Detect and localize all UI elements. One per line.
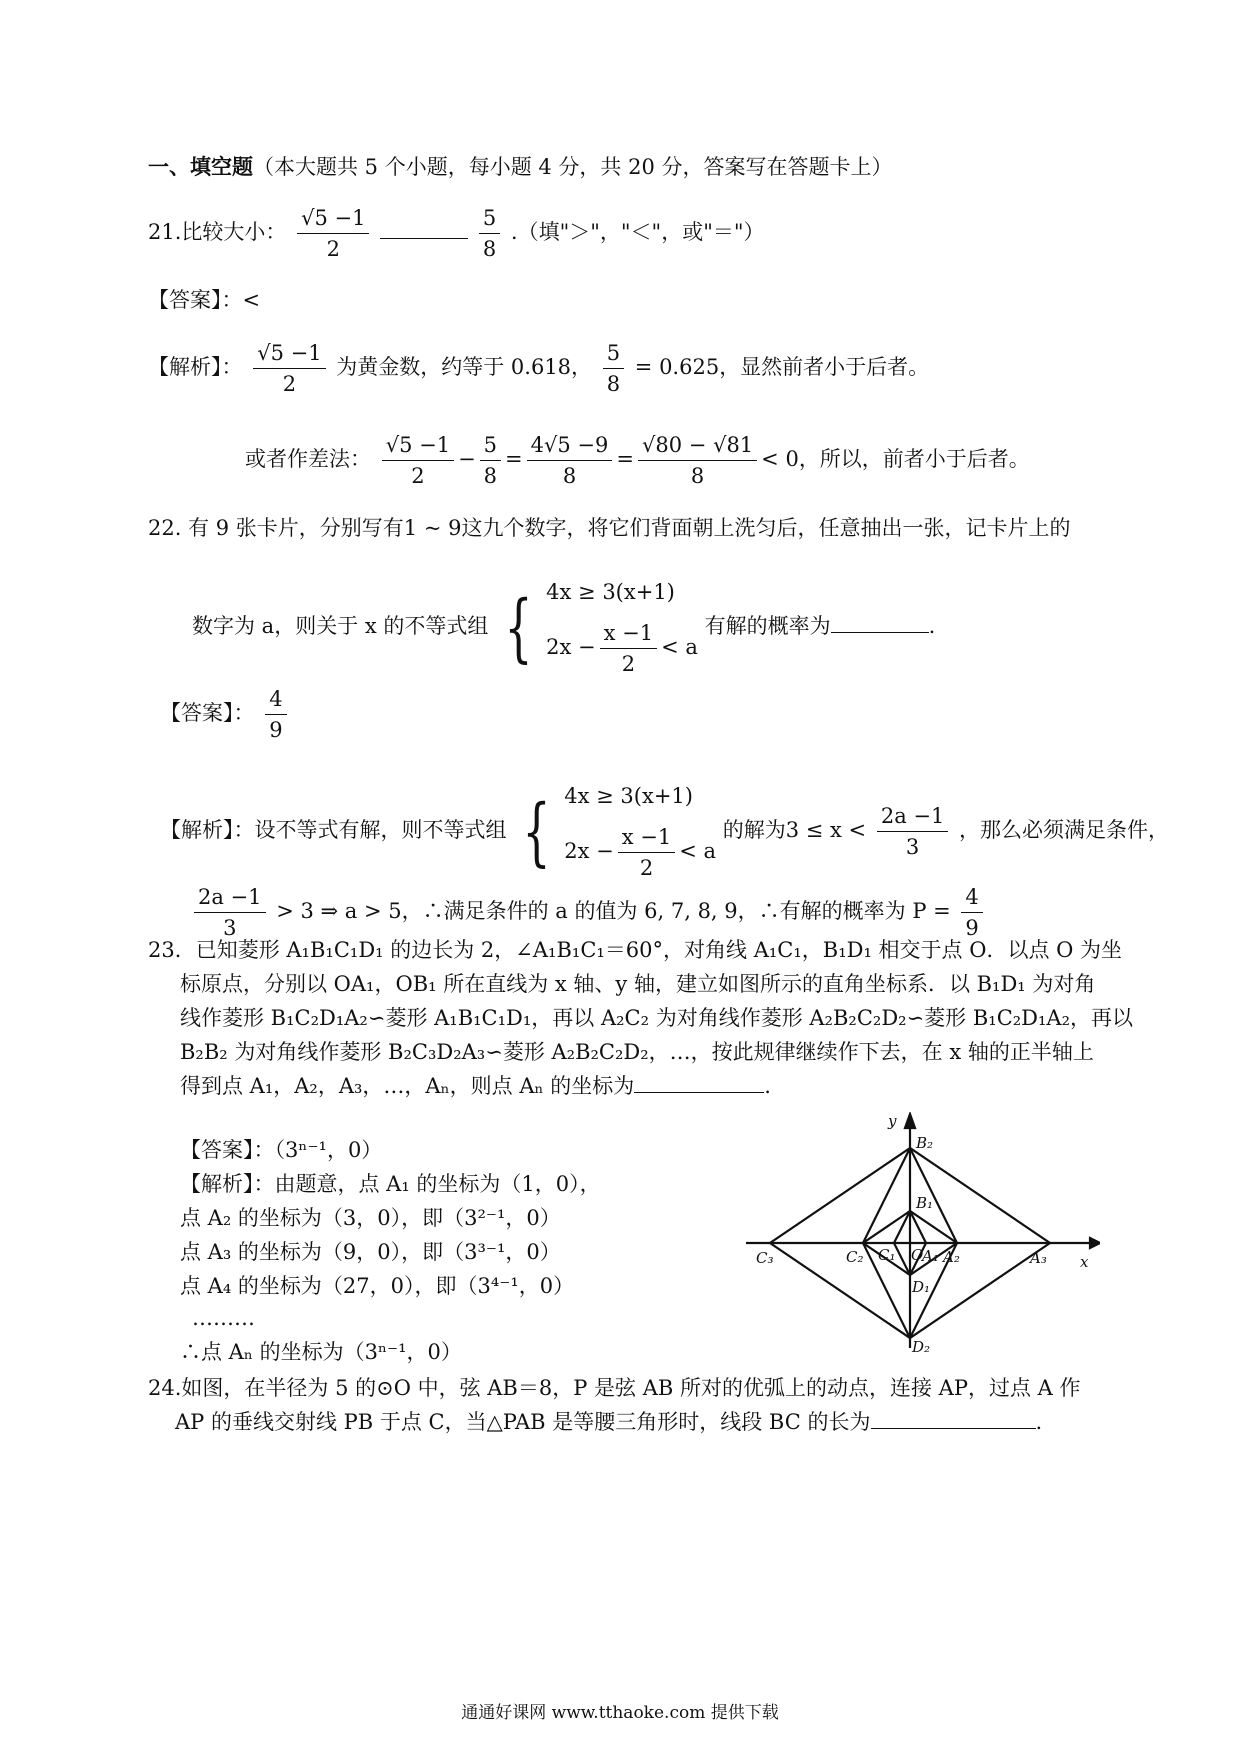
label-C3: C₃ bbox=[756, 1249, 774, 1267]
label-C2: C₂ bbox=[846, 1248, 864, 1266]
q22-line1: 22. 有 9 张卡片，分别写有1 ~ 9这九个数字，将它们背面朝上洗匀后，任意抽出一张，记卡片上的 bbox=[148, 516, 1071, 540]
y-axis-arrow bbox=[905, 1114, 915, 1128]
label-x: x bbox=[1080, 1253, 1089, 1271]
q23-analysis-2: 点 A₂ 的坐标为（3，0），即（3²⁻¹，0） bbox=[180, 1206, 561, 1230]
q23-analysis-4: 点 A₄ 的坐标为（27，0），即（3⁴⁻¹，0） bbox=[180, 1274, 575, 1298]
label-y: y bbox=[888, 1112, 897, 1130]
q23-conclusion: ∴点 Aₙ 的坐标为（3ⁿ⁻¹，0） bbox=[180, 1340, 462, 1364]
q24-answer-blank bbox=[871, 1428, 1036, 1429]
page-footer: 通通好课网 www.tthaoke.com 提供下载 bbox=[461, 1703, 779, 1723]
q21-frac-a: $\frac{√5 -1}{2}$ bbox=[297, 205, 369, 262]
label-O: O bbox=[911, 1246, 924, 1264]
q23-line4: B₂B₂ 为对角线作菱形 B₂C₃D₂A₃∽菱形 A₂B₂C₂D₂，…，按此规律继续作下去，在 x 轴的正半轴上 bbox=[180, 1040, 1094, 1064]
q21-difference-method: 或者作差法： $\frac{√5 -1}{2}$ − $\frac{5}{8}$ = $\frac{4√5 -9}{8}$ = $\frac{√80 - √81}{8}$ < 0，所以，前者小于后者。 bbox=[245, 433, 1030, 488]
q23-analysis-dots: ……… bbox=[192, 1306, 255, 1330]
label-B2: B₂ bbox=[916, 1134, 934, 1152]
q22-line2: 数字为 a，则关于 x 的不等式组 { 4x ≥ 3(x+1) 2x − $\frac{x -1}{2}$ < a 有解的概率为 . bbox=[192, 580, 936, 676]
rhombus-diagram bbox=[740, 1112, 1100, 1352]
q24-line1: 24.如图，在半径为 5 的⊙O 中，弦 AB＝8，P 是弦 AB 所对的优弧上的动点，连接 AP，过点 A 作 bbox=[148, 1376, 1081, 1400]
q22-condition: $\frac{2a -1}{3}$ > 3 ⇒ a > 5，∴满足条件的 a 的值为 6, 7, 8, 9，∴有解的概率为 P = $\frac{4}{9}$ bbox=[190, 884, 987, 941]
label-D2: D₂ bbox=[912, 1338, 931, 1352]
q21-answer-blank bbox=[380, 238, 468, 239]
q21-analysis: 【解析】： $\frac{√5 -1}{2}$ 为黄金数，约等于 0.618， $\frac{5}{8}$ = 0.625，显然前者小于后者。 bbox=[148, 341, 930, 396]
q23-line5: 得到点 A₁，A₂，A₃，…，Aₙ，则点 Aₙ 的坐标为 . bbox=[180, 1074, 771, 1098]
q21-question bbox=[148, 205, 765, 262]
x-axis-arrow bbox=[1090, 1238, 1100, 1248]
q23-answer: 【答案】：（3ⁿ⁻¹，0） bbox=[180, 1138, 383, 1162]
label-A1: A₁ bbox=[922, 1247, 939, 1265]
q21-answer: 【答案】：< bbox=[148, 288, 261, 312]
q23-line1: 23．已知菱形 A₁B₁C₁D₁ 的边长为 2，∠A₁B₁C₁＝60°，对角线 A₁C₁，B₁D₁ 相交于点 O．以点 O 为坐 bbox=[148, 938, 1123, 962]
label-C1: C₁ bbox=[878, 1246, 896, 1264]
q22-analysis: 【解析】：设不等式有解，则不等式组 { 4x ≥ 3(x+1) 2x − $\frac{x -1}{2}$ < a 的解为3 ≤ x < $\frac{2a -1}{3}$ ，那么必须满足条件， bbox=[160, 784, 1170, 880]
label-B1: B₁ bbox=[916, 1194, 934, 1212]
section-title: 一、填空题 bbox=[148, 154, 253, 179]
q23-analysis-1: 【解析】：由题意，点 A₁ 的坐标为（1，0）， bbox=[180, 1172, 601, 1196]
q22-answer: 【答案】： $\frac{4}{9}$ bbox=[160, 686, 291, 743]
q22-answer-blank bbox=[831, 632, 929, 633]
label-A2: A₂ bbox=[943, 1248, 960, 1266]
section-heading bbox=[148, 153, 893, 181]
q23-line2: 标原点，分别以 OA₁，OB₁ 所在直线为 x 轴、y 轴，建立如图所示的直角坐标系．以 B₁D₁ 为对角 bbox=[180, 972, 1096, 996]
q23-answer-blank bbox=[634, 1092, 764, 1093]
q21-suffix: .（填"＞"，"＜"，或"＝"） bbox=[510, 220, 765, 244]
label-A3: A₃ bbox=[1030, 1249, 1047, 1267]
q21-frac-b: $\frac{5}{8}$ bbox=[479, 205, 500, 262]
label-D1: D₁ bbox=[912, 1278, 931, 1296]
section-note: （本大题共 5 个小题，每小题 4 分，共 20 分，答案写在答题卡上） bbox=[253, 155, 893, 179]
q22-inequality-system: { 4x ≥ 3(x+1) 2x − $\frac{x -1}{2}$ < a bbox=[504, 580, 698, 676]
q23-analysis-3: 点 A₃ 的坐标为（9，0），即（3³⁻¹，0） bbox=[180, 1240, 561, 1264]
q23-line3: 线作菱形 B₁C₂D₁A₂∽菱形 A₁B₁C₁D₁，再以 A₂C₂ 为对角线作菱形 A₂B₂C₂D₂∽菱形 B₁C₂D₁A₂，再以 bbox=[180, 1006, 1134, 1030]
q21-prefix: 21.比较大小： bbox=[148, 220, 287, 244]
q24-line2: AP 的垂线交射线 PB 于点 C，当△PAB 是等腰三角形时，线段 BC 的长为 . bbox=[175, 1410, 1043, 1434]
